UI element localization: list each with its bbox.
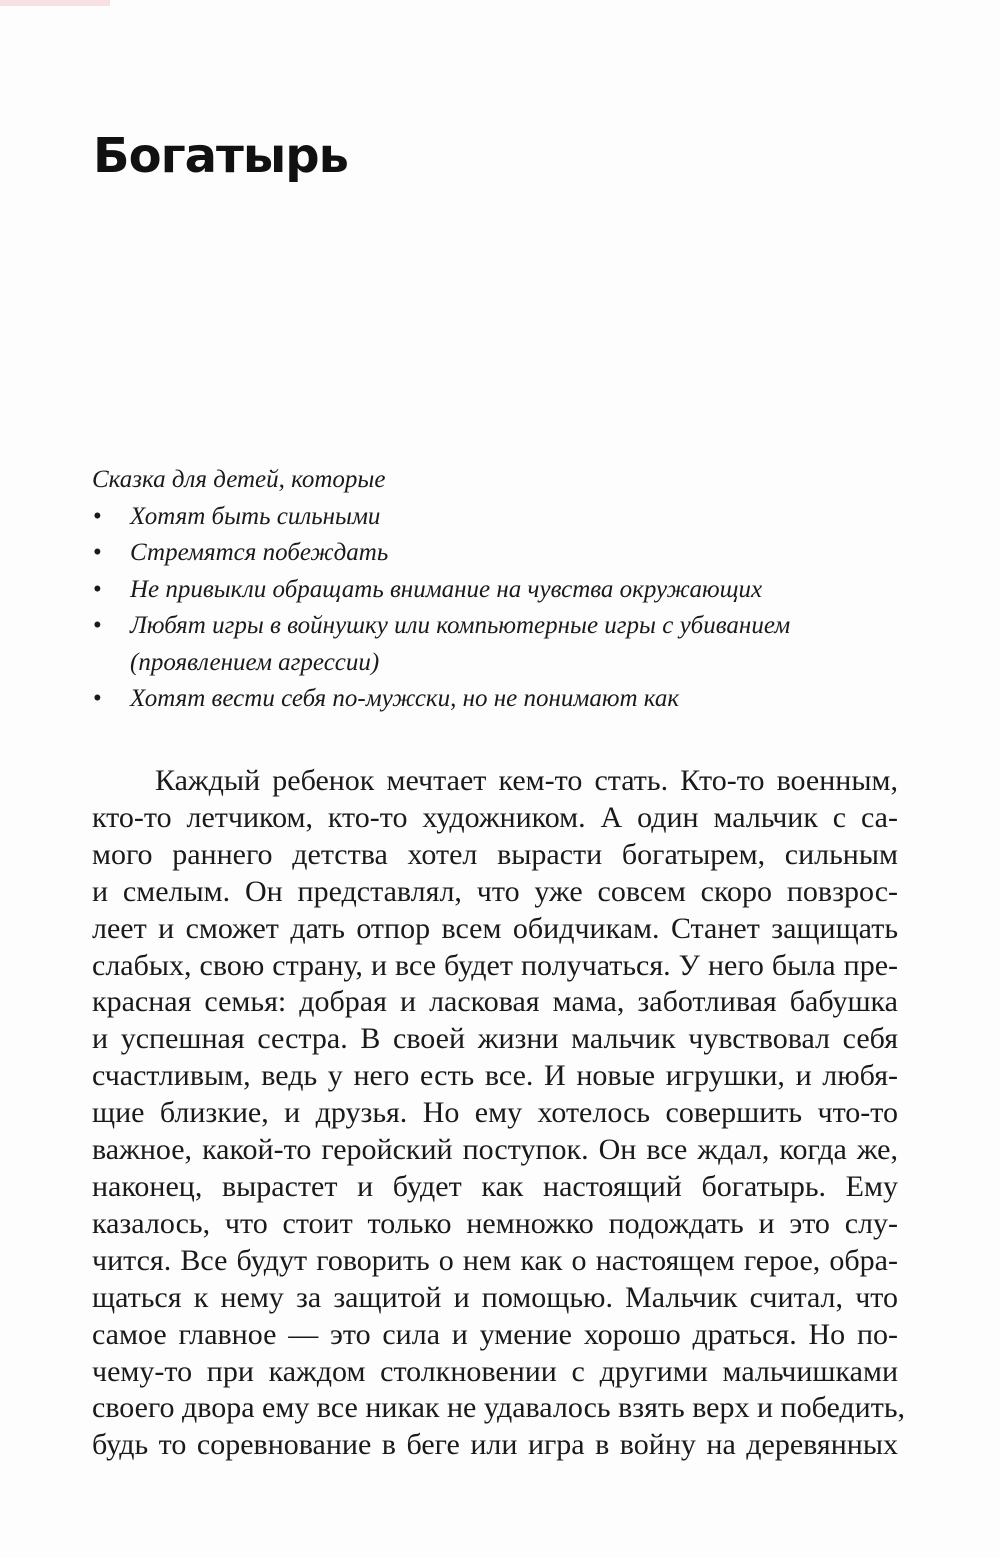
text-line: чему-то при каждом столкновении с другими мальчишками xyxy=(92,1354,898,1388)
text-line: щаться к нему за защитой и помощью. Мальчик считал, что xyxy=(92,1280,898,1314)
audience-note xyxy=(92,462,912,718)
audience-lead: Сказка для детей, которые xyxy=(92,466,386,493)
bullet-icon: • xyxy=(93,685,102,712)
story-paragraph xyxy=(92,763,906,1464)
text-line: счастливым, ведь у него есть все. И новые игрушки, и любя- xyxy=(92,1059,898,1093)
list-item-text: Не привыкли обращать внимание на чувства окружающих xyxy=(130,575,763,603)
bullet-icon: • xyxy=(93,502,102,530)
list-item xyxy=(92,499,912,536)
bullet-icon: • xyxy=(93,539,102,566)
bullet-icon: • xyxy=(93,575,102,603)
scan-edge-mark xyxy=(0,0,110,6)
bullet-icon: • xyxy=(93,612,102,639)
text-line: леет и сможет дать отпор всем обидчикам. Станет защищать xyxy=(92,911,898,945)
text-line: казалось, что стоит только немножко подождать и это слу- xyxy=(92,1206,898,1240)
list-item-text: Стремятся побеждать xyxy=(130,539,389,566)
chapter-title: Богатырь xyxy=(93,128,348,184)
text-line: важное, какой-то геройский поступок. Он все ждал, когда же, xyxy=(92,1133,898,1167)
text-line: и успешная сестра. В своей жизни мальчик чувствовал себя xyxy=(92,1022,898,1056)
text-line: мого раннего детства хотел вырасти богатырем, сильным xyxy=(92,837,898,871)
text-line: своего двора ему все никак не удавалось взять верх и победить, xyxy=(92,1391,906,1425)
text-line: самое главное — это сила и умение хорошо драться. Но по- xyxy=(92,1317,898,1351)
list-item xyxy=(92,535,912,572)
list-item-text: Хотят быть сильными xyxy=(130,502,381,530)
list-item xyxy=(92,608,912,681)
list-item xyxy=(92,681,912,718)
text-line: наконец, вырастет и будет как настоящий богатырь. Ему xyxy=(92,1169,898,1203)
list-item-text: Хотят вести себя по-мужски, но не понимают как xyxy=(130,685,680,712)
list-item xyxy=(92,572,912,609)
text-line: Каждый ребенок мечтает кем-то стать. Кто-то военным, xyxy=(155,764,898,797)
text-line: чится. Все будут говорить о нем как о настоящем герое, обра- xyxy=(92,1243,898,1277)
audience-list xyxy=(92,499,912,718)
text-line: кто-то летчиком, кто-то художником. А один мальчик с са- xyxy=(92,800,898,834)
text-line: красная семья: добрая и ласковая мама, заботливая бабушка xyxy=(92,985,898,1019)
text-line: щие близкие, и друзья. Но ему хотелось совершить что-то xyxy=(92,1096,898,1130)
text-line: будь то соревнование в беге или игра в войну на деревянных xyxy=(92,1428,898,1462)
text-line: и смелым. Он представлял, что уже совсем скоро повзрос- xyxy=(92,874,898,908)
text-line: слабых, свою страну, и все будет получаться. У него была пре- xyxy=(92,948,898,982)
list-item-text: Любят игры в войнушку или компьютерные игры с убиванием (проявлением агрессии) xyxy=(130,612,791,676)
